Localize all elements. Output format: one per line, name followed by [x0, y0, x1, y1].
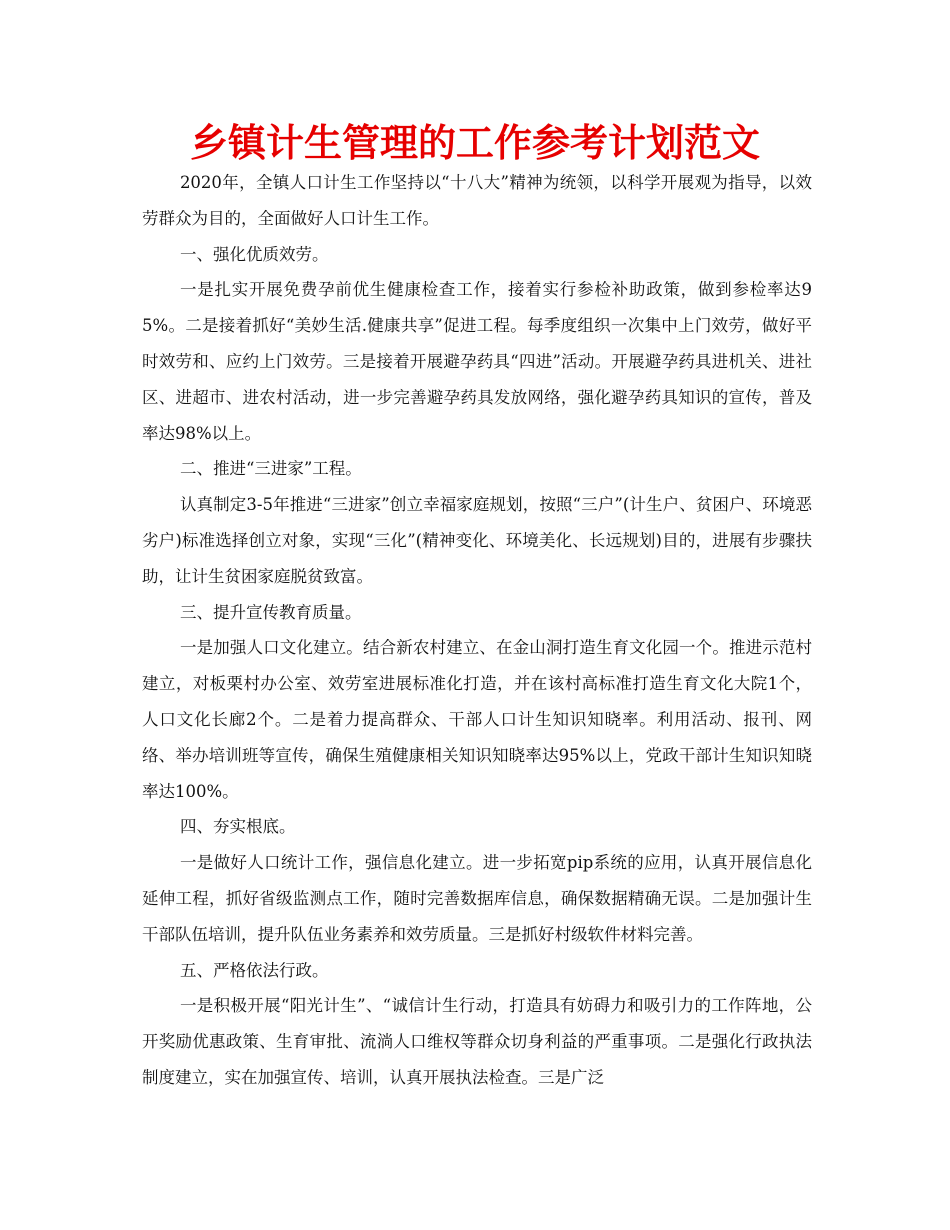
section-heading-4: 四、夯实根底。	[179, 817, 296, 837]
section-heading-3: 三、提升宣传教育质量。	[179, 602, 362, 622]
document-body	[142, 165, 812, 1096]
paragraph-section-3: 一是加强人口文化建立。结合新农村建立、在金山洞打造生育文化园一个。推进示范村建立，对板栗村办公室、效劳室进展标准化打造，并在该村高标准打造生育文化大院1个，人口文化长廊2个。二是着力提高群众、干部人口计生知识知晓率。利用活动、报刊、网络、举办培训班等宣传，确保生殖健康相关知识知晓率达95%以上，党政干部计生知识知晓率达100%。	[142, 638, 812, 801]
paragraph-section-4: 一是做好人口统计工作，强信息化建立。进一步拓宽pip系统的应用，认真开展信息化延伸工程，抓好省级监测点工作，随时完善数据库信息，确保数据精确无误。二是加强计生干部队伍培训，提升队伍业务素养和效劳质量。三是抓好村级软件材料完善。	[142, 853, 812, 944]
paragraph-section-1: 一是扎实开展免费孕前优生健康检查工作，接着实行参检补助政策，做到参检率达95%。二是接着抓好“美妙生活.健康共享”促进工程。每季度组织一次集中上门效劳，做好平时效劳和、应约上门效劳。三是接着开展避孕药具“四进”活动。开展避孕药具进机关、进社区、进超市、进农村活动，进一步完善避孕药具发放网络，强化避孕药具知识的宣传，普及率达98%以上。	[142, 280, 812, 443]
section-heading-2: 二、推进“三进家”工程。	[179, 459, 362, 479]
paragraph-section-5: 一是积极开展“阳光计生”、“诚信计生行动，打造具有妨碍力和吸引力的工作阵地，公开奖励优惠政策、生育审批、流淌人口维权等群众切身利益的严重事项。二是强化行政执法制度建立，实在加强宣传、培训，认真开展执法检查。三是广泛	[142, 996, 812, 1087]
document-title: 乡镇计生管理的工作参考计划范文	[189, 121, 760, 165]
paragraph-intro: 2020年，全镇人口计生工作坚持以“十八大”精神为统领，以科学开展观为指导，以效劳群众为目的，全面做好人口计生工作。	[142, 173, 812, 228]
paragraph-section-2: 认真制定3-5年推进“三进家”创立幸福家庭规划，按照“三户”(计生户、贫困户、环境恶劣户)标准选择创立对象，实现“三化”(精神变化、环境美化、长远规划)目的，进展有步骤扶助，让计生贫困家庭脱贫致富。	[142, 495, 812, 586]
section-heading-5: 五、严格依法行政。	[179, 960, 329, 980]
section-heading-1: 一、强化优质效劳。	[179, 244, 329, 264]
